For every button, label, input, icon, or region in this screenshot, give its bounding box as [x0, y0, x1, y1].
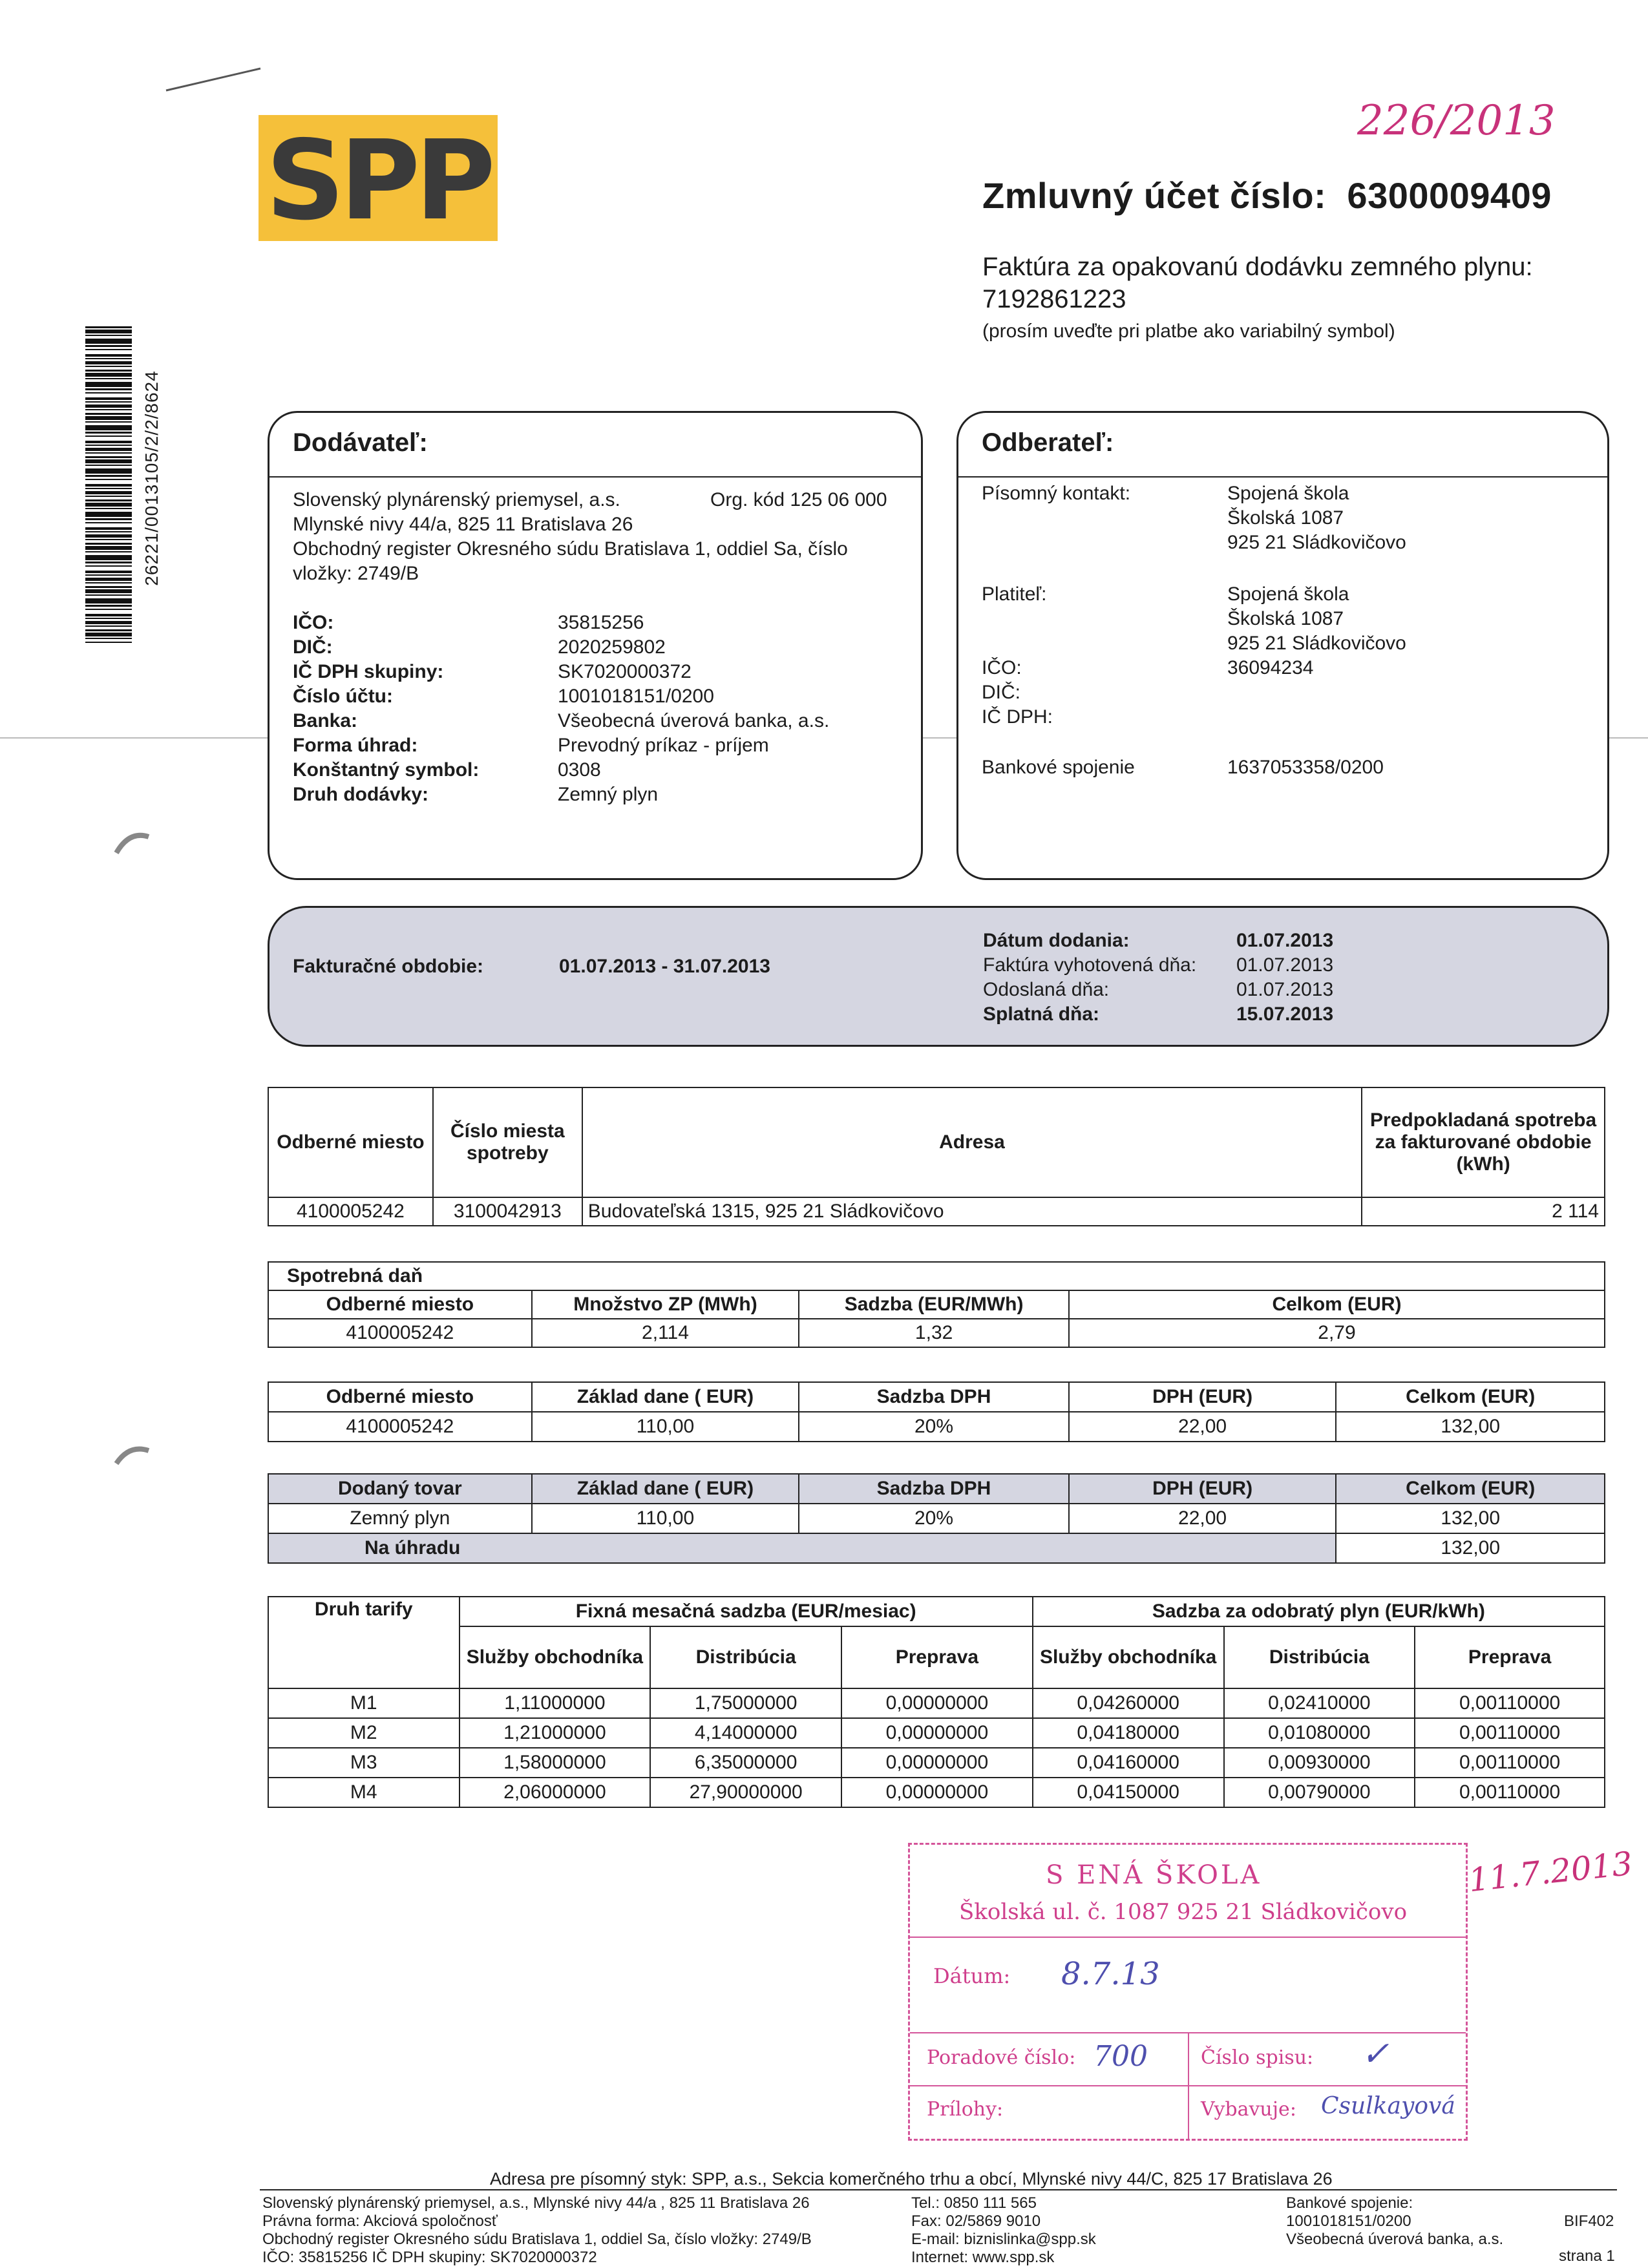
customer-heading: Odberateľ:: [982, 428, 1114, 457]
excise-title: Spotrebná daň: [268, 1262, 1605, 1290]
stamp-file-label: Číslo spisu:: [1201, 2046, 1314, 2069]
column-header: Dodaný tovar: [268, 1474, 532, 1504]
spp-logo: [259, 115, 498, 241]
column-header: Sadzba DPH: [799, 1474, 1069, 1504]
supplier-field-value: Všeobecná úverová banka, a.s.: [558, 710, 830, 731]
table-cell: 1,58000000: [460, 1748, 651, 1778]
payer-line: Spojená škola: [1227, 583, 1349, 605]
invoice-note: (prosím uveďte pri platbe ako variabilný symbol): [982, 320, 1395, 342]
customer-header: [958, 413, 1607, 478]
column-header: Celkom (EUR): [1336, 1474, 1605, 1504]
table-cell: 0,00110000: [1415, 1778, 1605, 1807]
period-date-value: 01.07.2013: [1236, 930, 1334, 951]
table-cell: 2 114: [1362, 1197, 1605, 1226]
supplier-field-label: Číslo účtu:: [293, 686, 393, 707]
table-cell: 0,00790000: [1224, 1778, 1415, 1807]
table-cell: 2,79: [1069, 1319, 1605, 1347]
column-header: Preprava: [1415, 1626, 1605, 1688]
table-cell: M2: [268, 1718, 460, 1748]
table-cell: 132,00: [1336, 1504, 1605, 1533]
stamp-date-value: 8.7.13: [1061, 1956, 1160, 1992]
table-row: [268, 1778, 1605, 1807]
logo-text: SPP: [266, 117, 491, 241]
table-cell: 1,75000000: [650, 1688, 841, 1718]
supplier-field-value: Zemný plyn: [558, 784, 659, 805]
supplier-register: Obchodný register Okresného súdu Bratislava 1, oddiel Sa, číslo: [293, 538, 848, 560]
vat-table: [268, 1381, 1605, 1442]
barcode: [85, 326, 132, 643]
period-date-label: Splatná dňa:: [983, 1003, 1100, 1025]
column-header: Sadzba za odobratý plyn (EUR/kWh): [1033, 1597, 1605, 1626]
table-cell: 0,01080000: [1224, 1718, 1415, 1748]
barcode-text: 26221/0013105/2/2/8624: [142, 370, 162, 586]
table-cell: 22,00: [1069, 1504, 1336, 1533]
table-cell: M4: [268, 1778, 460, 1807]
table-cell: 27,90000000: [650, 1778, 841, 1807]
table-cell: 0,00930000: [1224, 1748, 1415, 1778]
supplier-header: [269, 413, 921, 478]
table-cell: Zemný plyn: [268, 1504, 532, 1533]
stamp-order-value: 700: [1093, 2040, 1148, 2073]
customer-ico-value: 36094234: [1227, 657, 1314, 678]
footer-code: BIF402: [1564, 2212, 1614, 2230]
billing-period-box: [268, 906, 1609, 1047]
bank-value: 1637053358/0200: [1227, 757, 1384, 778]
contact-line: Spojená škola: [1227, 483, 1349, 504]
table-cell: 0,00000000: [841, 1688, 1033, 1718]
invoice-title-block: [982, 251, 1533, 315]
invoice-title: Faktúra za opakovanú dodávku zemného plynu:: [982, 253, 1533, 281]
footer-line: Bankové spojenie:: [1286, 2194, 1413, 2212]
stamp-handler-label: Vybavuje:: [1201, 2098, 1296, 2121]
column-header: Preprava: [841, 1626, 1033, 1688]
contact-label: Písomný kontakt:: [982, 483, 1131, 504]
supplier-register-2: vložky: 2749/B: [293, 563, 419, 584]
customer-box: [956, 411, 1609, 880]
handwritten-date: 11.7.2013: [1466, 1844, 1634, 1900]
registry-stamp: [908, 1843, 1468, 2141]
column-header: Fixná mesačná sadzba (EUR/mesiac): [460, 1597, 1033, 1626]
column-header: DPH (EUR): [1069, 1382, 1336, 1412]
period-date-label: Faktúra vyhotovená dňa:: [983, 954, 1197, 976]
supplier-field-label: Konštantný symbol:: [293, 759, 480, 781]
period-value: 01.07.2013 - 31.07.2013: [559, 956, 770, 977]
table-cell: 0,00000000: [841, 1778, 1033, 1807]
supplier-heading: Dodávateľ:: [293, 428, 428, 457]
table-cell: 0,04260000: [1033, 1688, 1224, 1718]
supplier-field-label: IČ DPH skupiny:: [293, 661, 444, 682]
table-row: [268, 1748, 1605, 1778]
payer-line: Školská 1087: [1227, 608, 1344, 629]
payer-label: Platiteľ:: [982, 583, 1047, 605]
footer-bank-block: [1286, 2194, 1503, 2249]
table-cell: 132,00: [1336, 1412, 1605, 1442]
footer-company-block: [262, 2194, 812, 2267]
footer-line: Slovenský plynárenský priemysel, a.s., Mlynské nivy 44/a , 825 11 Bratislava 26: [262, 2194, 810, 2212]
consumption-place-table: [268, 1087, 1605, 1226]
footer-line: Všeobecná úverová banka, a.s.: [1286, 2231, 1504, 2248]
supplier-address: Mlynské nivy 44/a, 825 11 Bratislava 26: [293, 514, 633, 535]
footer-line: Právna forma: Akciová spoločnosť: [262, 2212, 498, 2230]
table-cell: 4,14000000: [650, 1718, 841, 1748]
table-cell: 0,04180000: [1033, 1718, 1224, 1748]
period-date-label: Odoslaná dňa:: [983, 979, 1110, 1000]
stamp-order-label: Poradové číslo:: [927, 2046, 1076, 2069]
period-date-value: 01.07.2013: [1236, 954, 1334, 976]
customer-icdph-label: IČ DPH:: [982, 706, 1053, 728]
table-cell: 1,21000000: [460, 1718, 651, 1748]
excise-tax-table: [268, 1261, 1605, 1348]
period-date-value: 01.07.2013: [1236, 979, 1334, 1000]
table-cell: 3100042913: [433, 1197, 582, 1226]
column-header: Základ dane ( EUR): [532, 1474, 799, 1504]
bank-label: Bankové spojenie: [982, 757, 1135, 778]
column-header: Adresa: [582, 1087, 1362, 1197]
table-cell: 0,00000000: [841, 1748, 1033, 1778]
table-cell: 0,00000000: [841, 1718, 1033, 1748]
supplier-field-value: 35815256: [558, 612, 644, 633]
payer-line: 925 21 Sládkovičovo: [1227, 633, 1406, 654]
contract-label: Zmluvný účet číslo:: [982, 175, 1327, 216]
pen-mark: [165, 63, 262, 96]
column-header: Služby obchodníka: [460, 1626, 651, 1688]
column-header: Celkom (EUR): [1336, 1382, 1605, 1412]
footer-line: 1001018151/0200: [1286, 2212, 1411, 2230]
amount-due-value: 132,00: [1336, 1533, 1605, 1563]
column-header: Odberné miesto: [268, 1382, 532, 1412]
table-cell: 0,00110000: [1415, 1718, 1605, 1748]
supplier-field-label: Banka:: [293, 710, 358, 731]
footer-contact-block: [911, 2194, 1096, 2267]
table-cell: 4100005242: [268, 1197, 433, 1226]
supplier-field-value: 1001018151/0200: [558, 686, 714, 707]
stamp-date-label: Dátum:: [933, 1964, 1011, 1988]
supplier-box: [268, 411, 923, 880]
table-cell: 110,00: [532, 1504, 799, 1533]
supplier-org-code: Org. kód 125 06 000: [710, 489, 887, 510]
punch-hole-mark: [113, 830, 152, 856]
supplier-field-label: Forma úhrad:: [293, 735, 418, 756]
stamp-address: Školská ul. č. 1087 925 21 Sládkovičovo: [959, 1899, 1408, 1925]
supplier-field-value: Prevodný príkaz - príjem: [558, 735, 769, 756]
table-cell: 20%: [799, 1504, 1069, 1533]
column-header: Distribúcia: [650, 1626, 841, 1688]
column-header: Množstvo ZP (MWh): [532, 1290, 799, 1319]
footer-line: Obchodný register Okresného súdu Bratislava 1, oddiel Sa, číslo vložky: 2749/B: [262, 2231, 812, 2248]
contact-line: Školská 1087: [1227, 507, 1344, 529]
footer-line: Fax: 02/5869 9010: [911, 2212, 1041, 2230]
handwritten-reference: 226/2013: [1357, 97, 1556, 145]
column-header: Celkom (EUR): [1069, 1290, 1605, 1319]
table-row: [268, 1718, 1605, 1748]
column-header: Distribúcia: [1224, 1626, 1415, 1688]
supplier-field-value: SK7020000372: [558, 661, 692, 682]
footer-line: IČO: 35815256 IČ DPH skupiny: SK7020000372: [262, 2249, 597, 2266]
footer-address: Adresa pre písomný styk: SPP, a.s., Sekcia komerčného trhu a obcí, Mlynské nivy 44/C, 825 17 Bratislava 26: [490, 2169, 1333, 2189]
customer-ico-label: IČO:: [982, 657, 1022, 678]
column-header: Odberné miesto: [268, 1087, 433, 1197]
tariff-table: [268, 1596, 1605, 1808]
table-cell: 110,00: [532, 1412, 799, 1442]
stamp-school-name: S ENÁ ŠKOLA: [1046, 1860, 1262, 1890]
table-row: [268, 1688, 1605, 1718]
column-header: Číslo miesta spotreby: [433, 1087, 582, 1197]
supplier-field-label: Druh dodávky:: [293, 784, 429, 805]
table-cell: 6,35000000: [650, 1748, 841, 1778]
column-header: Druh tarify: [268, 1597, 460, 1688]
table-cell: 20%: [799, 1412, 1069, 1442]
delivered-goods-table: [268, 1473, 1605, 1564]
contract-account: [982, 174, 1552, 216]
column-header: Odberné miesto: [268, 1290, 532, 1319]
table-cell: 0,04150000: [1033, 1778, 1224, 1807]
table-cell: Budovateľská 1315, 925 21 Sládkovičovo: [582, 1197, 1362, 1226]
column-header: DPH (EUR): [1069, 1474, 1336, 1504]
table-cell: 1,11000000: [460, 1688, 651, 1718]
table-cell: 2,06000000: [460, 1778, 651, 1807]
table-cell: 2,114: [532, 1319, 799, 1347]
period-date-value: 15.07.2013: [1236, 1003, 1334, 1025]
invoice-number: 7192861223: [982, 285, 1126, 313]
table-cell: M3: [268, 1748, 460, 1778]
contact-line: 925 21 Sládkovičovo: [1227, 532, 1406, 553]
tariff-rows: [268, 1688, 1605, 1807]
table-cell: M1: [268, 1688, 460, 1718]
table-cell: 4100005242: [268, 1412, 532, 1442]
footer-line: Tel.: 0850 111 565: [911, 2194, 1037, 2212]
table-cell: 0,00110000: [1415, 1748, 1605, 1778]
period-label: Fakturačné obdobie:: [293, 956, 484, 977]
stamp-handler-value: Csulkayová: [1321, 2093, 1455, 2119]
table-cell: 4100005242: [268, 1319, 532, 1347]
stamp-divider: [910, 2085, 1466, 2086]
footer-line: E-mail: biznislinka@spp.sk: [911, 2231, 1096, 2248]
stamp-divider: [910, 1937, 1466, 1938]
footer-rule: [260, 2189, 1617, 2190]
column-header: Predpokladaná spotreba za fakturované obdobie (kWh): [1362, 1087, 1605, 1197]
table-cell: 0,04160000: [1033, 1748, 1224, 1778]
page-number: strana 1: [1559, 2247, 1615, 2265]
column-header: Služby obchodníka: [1033, 1626, 1224, 1688]
supplier-field-label: DIČ:: [293, 636, 333, 658]
column-header: Sadzba (EUR/MWh): [799, 1290, 1069, 1319]
supplier-field-label: IČO:: [293, 612, 334, 633]
supplier-field-value: 0308: [558, 759, 601, 781]
stamp-file-value: ✓: [1361, 2035, 1389, 2074]
table-cell: 0,02410000: [1224, 1688, 1415, 1718]
table-cell: 0,00110000: [1415, 1688, 1605, 1718]
amount-due-label: Na úhradu: [268, 1533, 1336, 1563]
column-header: Základ dane ( EUR): [532, 1382, 799, 1412]
table-cell: 22,00: [1069, 1412, 1336, 1442]
stamp-attachments-label: Prílohy:: [927, 2098, 1004, 2121]
footer-line: Internet: www.spp.sk: [911, 2249, 1055, 2266]
contract-number: 6300009409: [1347, 175, 1552, 216]
customer-dic-label: DIČ:: [982, 682, 1020, 703]
table-cell: 1,32: [799, 1319, 1069, 1347]
punch-hole-mark: [113, 1444, 152, 1470]
period-date-label: Dátum dodania:: [983, 930, 1130, 951]
column-header: Sadzba DPH: [799, 1382, 1069, 1412]
supplier-name: Slovenský plynárenský priemysel, a.s.: [293, 489, 620, 510]
supplier-field-value: 2020259802: [558, 636, 666, 658]
